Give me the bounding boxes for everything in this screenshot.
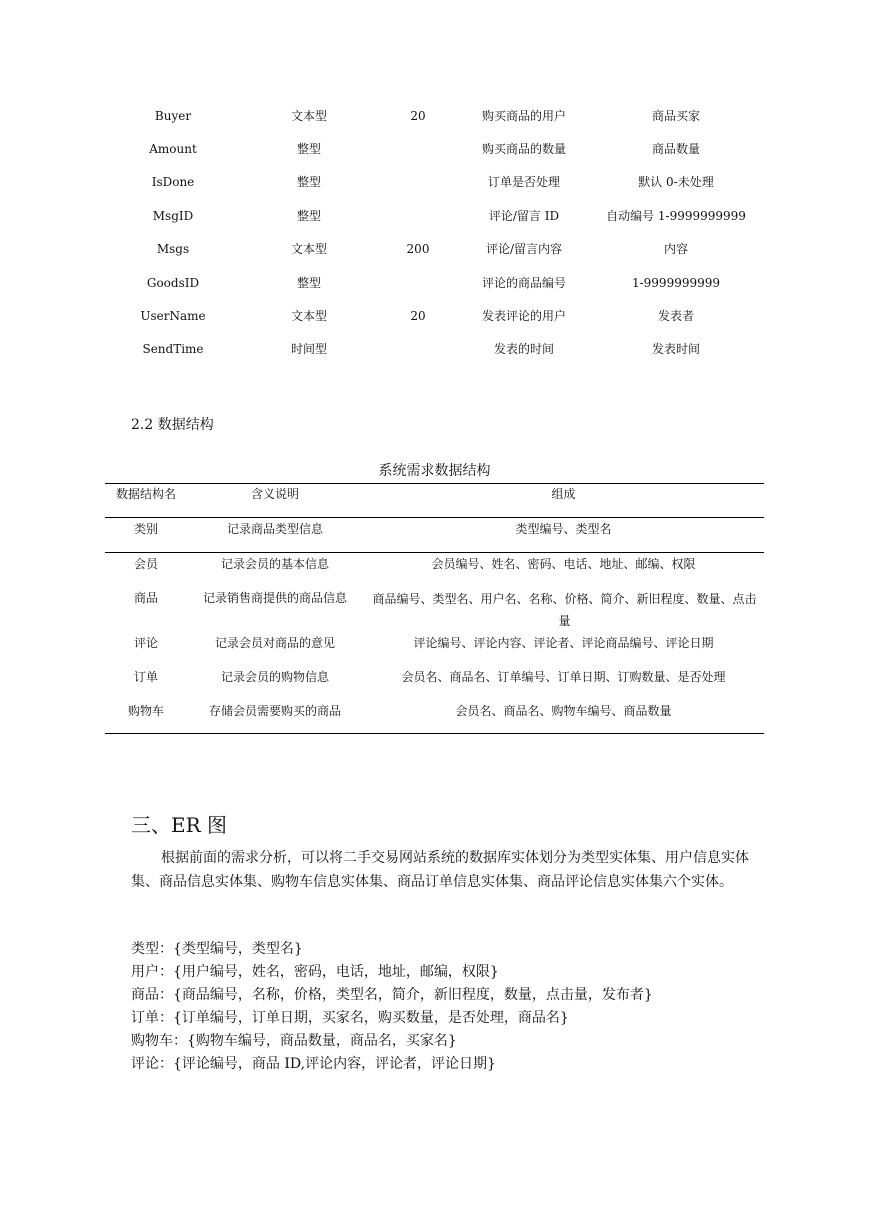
field-description: 发表的时间: [493, 342, 554, 356]
structure-name: 购物车: [127, 704, 164, 718]
structure-name: 会员: [133, 557, 158, 571]
field-description: 评论/留言 ID: [488, 209, 560, 223]
table-row: [0, 273, 869, 293]
structure-name: 订单: [133, 670, 158, 684]
field-type: 文本型: [290, 309, 327, 323]
field-type: 文本型: [290, 242, 327, 256]
field-note: 默认 0-未处理: [638, 175, 714, 189]
field-description: 评论/留言内容: [485, 242, 563, 256]
field-name: IsDone: [151, 175, 195, 189]
column-header-meaning: 含义说明: [250, 487, 299, 501]
table-caption: 系统需求数据结构: [378, 463, 491, 479]
structure-name: 类别: [133, 522, 158, 536]
entity-line-user: 用户：{用户编号，姓名，密码，电话，地址，邮编，权限}: [131, 964, 499, 980]
table-row: [0, 172, 869, 192]
field-note: 商品数量: [651, 142, 700, 156]
field-name: UserName: [140, 309, 206, 323]
table-body-rule: [105, 552, 764, 553]
table-row: [0, 139, 869, 159]
field-note: 发表时间: [651, 342, 700, 356]
structure-name: 评论: [133, 636, 158, 650]
structure-meaning: 记录商品类型信息: [226, 522, 323, 536]
structure-meaning: 记录会员对商品的意见: [214, 636, 335, 650]
field-name: GoodsID: [146, 276, 200, 290]
table-row: [0, 339, 869, 359]
entity-line-cart: 购物车：{购物车编号，商品数量，商品名，买家名}: [131, 1033, 457, 1049]
entity-line-type: 类型：{类型编号，类型名}: [131, 941, 303, 957]
field-note: 内容: [663, 242, 688, 256]
table-row: [0, 106, 869, 126]
field-name: SendTime: [142, 342, 204, 356]
field-description: 购买商品的数量: [481, 142, 566, 156]
section-heading-2-2: 2.2 数据结构: [131, 417, 214, 433]
entity-line-order: 订单：{订单编号，订单日期，买家名，购买数量，是否处理，商品名}: [131, 1010, 569, 1026]
structure-composition: 会员名、商品名、购物车编号、商品数量: [455, 704, 672, 718]
column-header-name: 数据结构名: [115, 487, 176, 501]
field-note: 发表者: [657, 309, 694, 323]
entity-line-comment: 评论：{评论编号，商品 ID,评论内容，评论者，评论日期}: [131, 1056, 496, 1072]
field-length: 20: [410, 309, 426, 323]
field-type: 整型: [296, 276, 321, 290]
structure-meaning: 记录会员的购物信息: [220, 670, 329, 684]
field-note: 自动编号 1-9999999999: [606, 209, 746, 223]
field-note: 商品买家: [651, 109, 700, 123]
structure-composition: 会员名、商品名、订单编号、订单日期、订购数量、是否处理: [401, 670, 726, 684]
structure-composition: 会员编号、姓名、密码、电话、地址、邮编、权限: [431, 557, 696, 571]
field-type: 整型: [296, 175, 321, 189]
field-type: 整型: [296, 142, 321, 156]
structure-meaning: 记录销售商提供的商品信息: [202, 591, 347, 605]
field-note: 1-9999999999: [631, 276, 721, 290]
field-length: 20: [410, 109, 426, 123]
field-type: 整型: [296, 209, 321, 223]
field-name: Amount: [149, 142, 197, 156]
structure-composition: 商品编号、类型名、用户名、名称、价格、简介、新旧程度、数量、点击量: [372, 592, 757, 628]
structure-meaning: 记录会员的基本信息: [220, 557, 329, 571]
structure-name: 商品: [133, 591, 158, 605]
field-name: Msgs: [156, 242, 190, 256]
field-name: MsgID: [152, 209, 194, 223]
field-description: 购买商品的用户: [481, 109, 566, 123]
table-bottom-rule: [105, 733, 764, 734]
table-header-rule: [105, 517, 764, 518]
field-type: 时间型: [290, 342, 327, 356]
table-row: [0, 239, 869, 259]
structure-composition: 类型编号、类型名: [515, 522, 612, 536]
section-heading-er: 三、ER 图: [131, 813, 228, 837]
field-description: 发表评论的用户: [481, 309, 566, 323]
field-type: 文本型: [290, 109, 327, 123]
field-length: 200: [406, 242, 430, 256]
entity-line-goods: 商品：{商品编号，名称，价格，类型名，简介，新旧程度，数量，点击量，发布者}: [131, 987, 653, 1003]
table-row: [0, 306, 869, 326]
structure-composition: 评论编号、评论内容、评论者、评论商品编号、评论日期: [413, 636, 714, 650]
field-name: Buyer: [154, 109, 192, 123]
table-row: [0, 206, 869, 226]
body-paragraph: 根据前面的需求分析，可以将二手交易网站系统的数据库实体划分为类型实体集、用户信息实体集、商品信息实体集、购物车信息实体集、商品订单信息实体集、商品评论信息实体集六个实体。: [131, 850, 749, 890]
field-description: 订单是否处理: [487, 175, 560, 189]
field-description: 评论的商品编号: [481, 276, 566, 290]
column-header-composition: 组成: [551, 487, 576, 501]
structure-meaning: 存储会员需要购买的商品: [208, 704, 341, 718]
